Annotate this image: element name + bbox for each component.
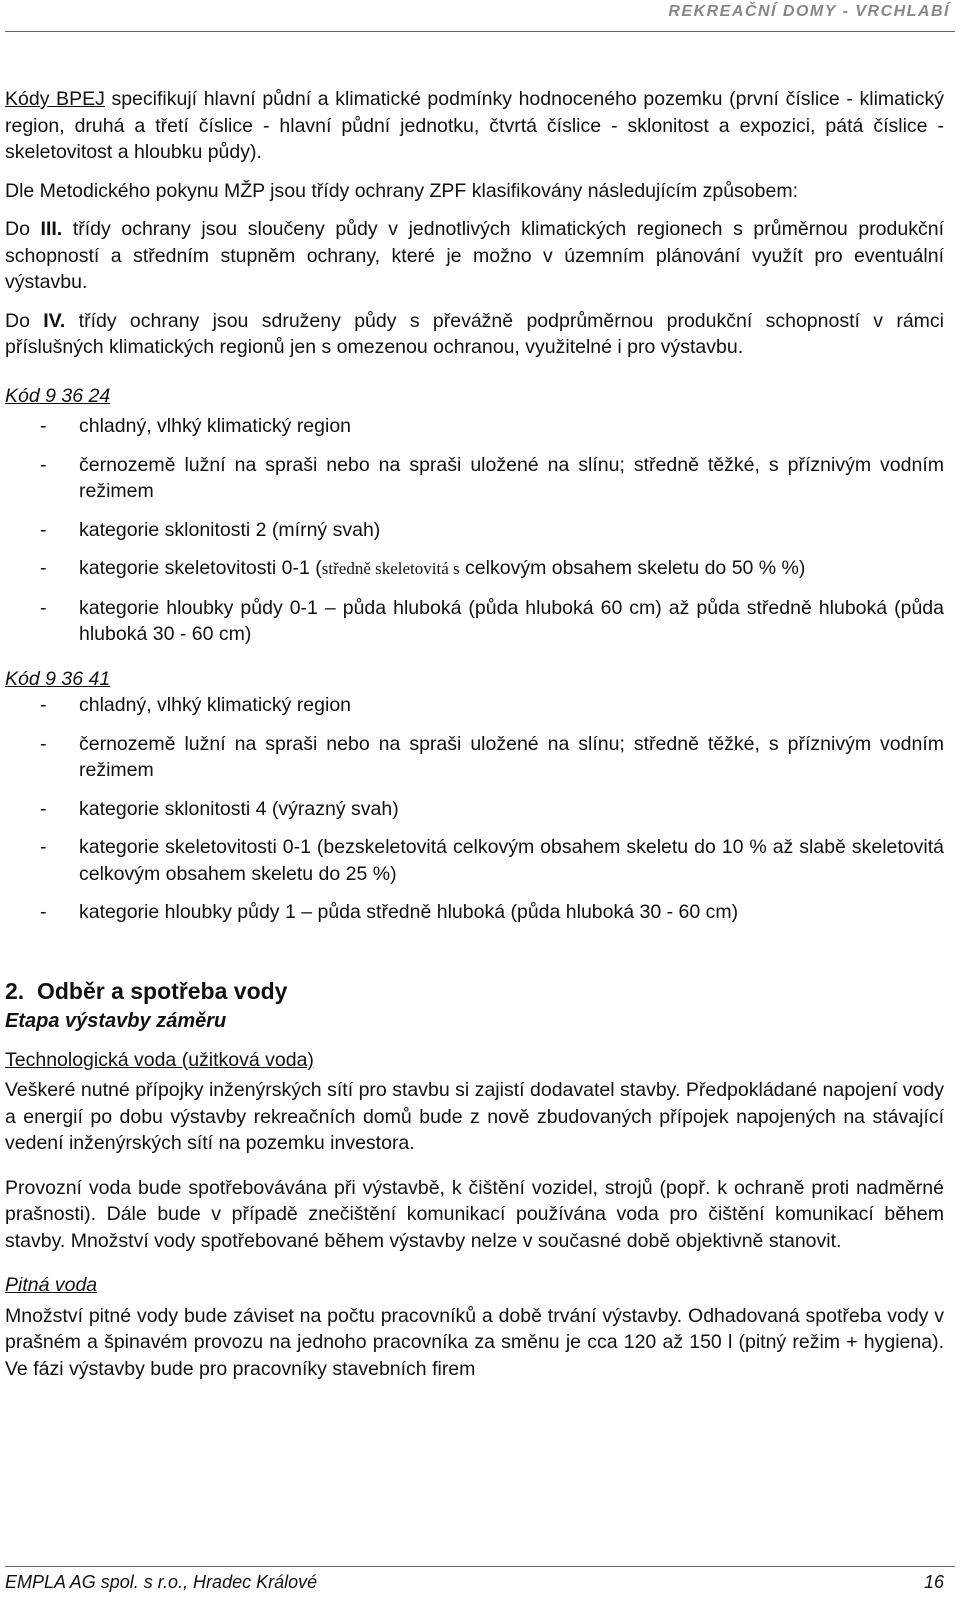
bpej-term: Kódy BPEJ [5, 88, 105, 110]
list-item [5, 834, 944, 887]
class4-number: IV. [43, 309, 66, 332]
dash-marker: - [40, 797, 47, 820]
section-subheading: Etapa výstavby záměru [5, 1010, 227, 1032]
tech-water-title: Technologická voda (užitková voda) [5, 1048, 314, 1071]
code2-title: Kód 9 36 41 [5, 667, 111, 690]
list-item [5, 555, 944, 583]
dash-marker: - [40, 596, 47, 619]
metodika-paragraph: Dle Metodického pokynu MŽP jsou třídy ochrany ZPF klasifikovány následujícím způsobem: [5, 179, 798, 202]
section-heading: 2. Odběr a spotřeba vody [5, 977, 288, 1004]
dash-marker: - [40, 518, 47, 541]
list-item [5, 796, 944, 823]
class3-paragraph [5, 216, 944, 296]
tech-water-paragraph-1: Veškeré nutné přípojky inženýrských sítí pro stavbu si zajistí dodavatel stavby. Předpokládané napojení vody a energií po dobu výstavby rekreačních domů bude z nově zbudovaných přípojek napojených na stávající vedení inženýrských sítí na pozemku investora. [5, 1079, 944, 1154]
class4-prefix: Do [5, 309, 44, 332]
list-item-text: kategorie hloubky půdy 1 – půda středně hluboká (půda hluboká 30 - 60 cm) [79, 901, 739, 923]
list-item [5, 731, 944, 784]
dash-marker: - [40, 732, 47, 755]
list-item-text: kategorie sklonitosti 4 (výrazný svah) [79, 797, 399, 820]
dash-marker: - [40, 836, 47, 858]
list-item-text: kategorie sklonitosti 2 (mírný svah) [79, 518, 381, 541]
class4-paragraph [5, 308, 944, 361]
page-number: 16 [923, 1572, 944, 1592]
footer-rule [5, 1566, 955, 1567]
class3-number: III. [40, 218, 63, 240]
dash-marker: - [40, 453, 47, 476]
document-body [5, 86, 944, 1382]
list-item-text: chladný, vlhký klimatický region [79, 694, 352, 716]
list-item-text: chladný, vlhký klimatický region [79, 415, 352, 437]
list-item-text: černozemě lužní na spraši nebo na spraši uložené na slínu; středně těžké, s příznivým vodním režimem [79, 453, 944, 502]
list-item-text: kategorie skeletovitosti 0-1 ( [79, 557, 322, 579]
dash-marker: - [40, 415, 47, 437]
running-header: REKREAČNÍ DOMY - VRCHLABÍ [668, 3, 950, 20]
list-item-text: kategorie skeletovitosti 0-1 (bezskeletovitá celkovým obsahem skeletu do 10 % až slabě skeletovitá celkovým obsahem skeletu do 25 %) [79, 836, 944, 885]
drinking-water-paragraph: Množství pitné vody bude záviset na počtu pracovníků a době trvání výstavby. Odhadovaná spotřeba vody v prašném a špinavém provozu na jednoho pracovníka za směnu je cca 120 až 150 l (pitný režim + hygiena). Ve fázi výstavby bude pro pracovníky stavebních firem [5, 1304, 944, 1380]
list-item-text: celkovým obsahem skeletu do 50 % %) [459, 557, 806, 579]
dash-marker: - [40, 694, 47, 716]
header-rule [5, 31, 955, 32]
code2-list [5, 692, 944, 926]
list-item-serif-text: středně skeletovitá s [321, 559, 460, 578]
list-item [5, 452, 944, 505]
list-item [5, 899, 944, 926]
list-item-text: černozemě lužní na spraši nebo na spraši uložené na slínu; středně těžké, s příznivým vodním režimem [79, 732, 944, 781]
dash-marker: - [40, 901, 47, 923]
code1-title: Kód 9 36 24 [5, 384, 111, 407]
bpej-text: specifikují hlavní půdní a klimatické podmínky hodnoceného pozemku (první číslice - klimatický region, druhá a třetí číslice - hlavní půdní jednotku, čtvrtá číslice - sklonitost a expozici, pátá číslice - skeletovitost a hloubku půdy). [5, 88, 944, 163]
bpej-paragraph [5, 86, 944, 166]
list-item [5, 595, 944, 648]
class4-text: třídy ochrany jsou sdruženy půdy s převážně podprůměrnou produkční schopností v rámci příslušných klimatických regionů jen s omezenou ochranou, využitelné i pro výstavbu. [5, 309, 944, 358]
list-item [5, 517, 944, 544]
footer-company: EMPLA AG spol. s r.o., Hradec Králové [5, 1572, 318, 1592]
tech-water-paragraph-2: Provozní voda bude spotřebovávána při výstavbě, k čištění vozidel, strojů (popř. k ochraně proti nadměrné prašnosti). Dále bude v případě znečištění komunikací používána voda pro čištění komunikací během stavby. Množství vody spotřebované během výstavby nelze v současné době objektivně stanovit. [5, 1176, 944, 1252]
list-item-text: kategorie hloubky půdy 0-1 – půda hluboká (půda hluboká 60 cm) až půda středně hluboká (půda hluboká 30 - 60 cm) [79, 596, 944, 645]
dash-marker: - [40, 557, 47, 579]
class3-prefix: Do [5, 218, 41, 240]
code1-list [5, 413, 944, 648]
list-item [5, 413, 944, 440]
class3-text: třídy ochrany jsou sloučeny půdy v jednotlivých klimatických regionech s průměrnou produkční schopností a středním stupněm ochrany, které je možno v územním plánování využít pro eventuální výstavbu. [5, 218, 944, 293]
list-item [5, 692, 944, 719]
drinking-water-title: Pitná voda [5, 1274, 98, 1296]
